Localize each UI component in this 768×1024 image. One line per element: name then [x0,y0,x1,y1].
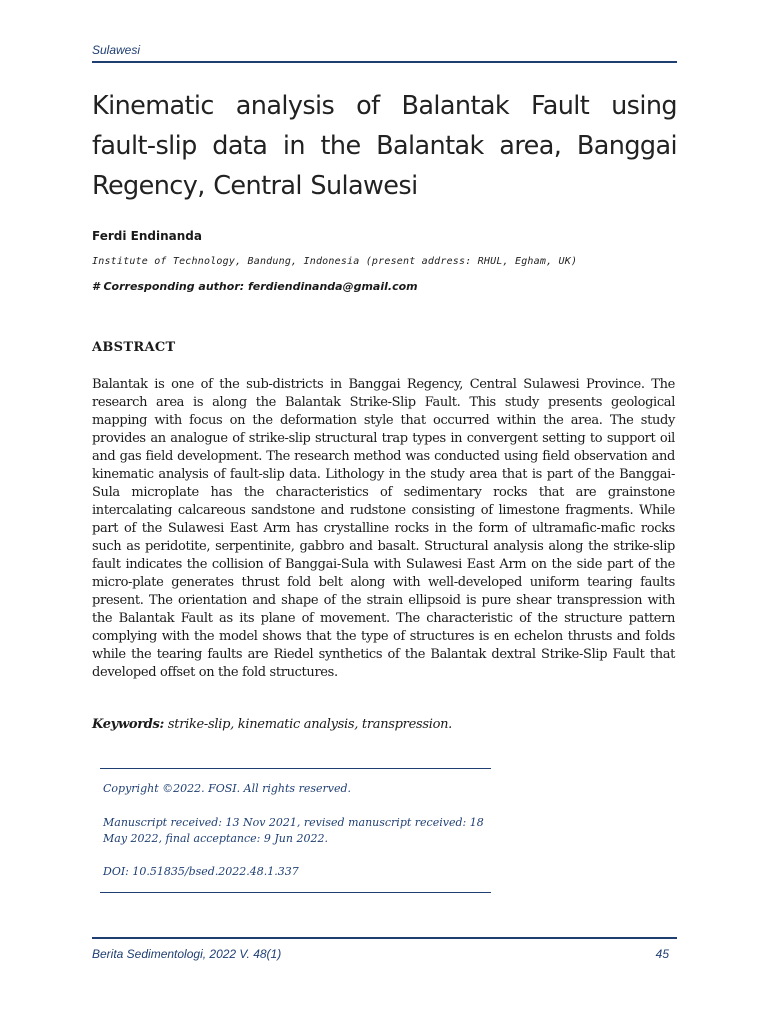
corresponding-author: # Corresponding author: ferdiendinanda@gmail.com [92,280,418,293]
info-box-top-rule [100,768,491,769]
info-box-bottom-rule [100,892,491,893]
running-head: Sulawesi [92,43,141,57]
keywords-text: strike-slip, kinematic analysis, transpression. [164,717,453,732]
manuscript-dates: Manuscript received: 13 Nov 2021, revised manuscript received: 18 May 2022, final acceptance: 9 Jun 2022. [103,816,484,845]
keywords-label: Keywords: [92,717,165,732]
author-affiliation: Institute of Technology, Bandung, Indonesia (present address: RHUL, Egham, UK) [92,256,578,267]
abstract-heading: ABSTRACT [92,340,176,355]
abstract-body: Balantak is one of the sub-districts in Banggai Regency, Central Sulawesi Province. The research area is along the Balantak Strike-Slip Fault. This study presents geological mapping with focus on the deformation style that occurred within the area. The study provides an analogue of strike-slip structural trap types in convergent setting to support oil and gas field development. The research method was conducted using field observation and kinematic analysis of fault-slip data. Lithology in the study area that is part of the Banggai-Sula microplate has the characteristics of sedimentary rocks that are grainstone intercalating calcareous sandstone and rudstone consisting of limestone fragments. While part of the Sulawesi East Arm has crystalline rocks in the form of ultramafic-mafic rocks such as peridotite, serpentinite, gabbro and basalt. Structural analysis along the strike-slip fault indicates the collision of Banggai-Sula with Sulawesi East Arm on the side part of the micro-plate generates thrust fold belt along with well-developed uniform tearing faults present. The orientation and shape of the strain ellipsoid is pure shear transpression with the Balantak Fault as its plane of movement. The characteristic of the structure pattern complying with the model shows that the type of structures is en echelon thrusts and folds while the tearing faults are Riedel synthetics of the Balantak dextral Strike-Slip Fault that developed offset on the fold structures. [92,377,675,680]
header-divider [92,61,677,63]
journal-citation: Berita Sedimentologi, 2022 V. 48(1) [92,947,282,961]
keywords-line [92,717,677,732]
footer-divider [92,937,677,939]
page-number: 45 [655,947,669,961]
author-name: Ferdi Endinanda [92,229,202,243]
article-title: Kinematic analysis of Balantak Fault using fault-slip data in the Balantak area, Banggai Regency, Central Sulawesi [92,91,677,201]
copyright-notice: Copyright ©2022. FOSI. All rights reserved. [103,782,352,795]
doi-text: DOI: 10.51835/bsed.2022.48.1.337 [103,865,299,878]
